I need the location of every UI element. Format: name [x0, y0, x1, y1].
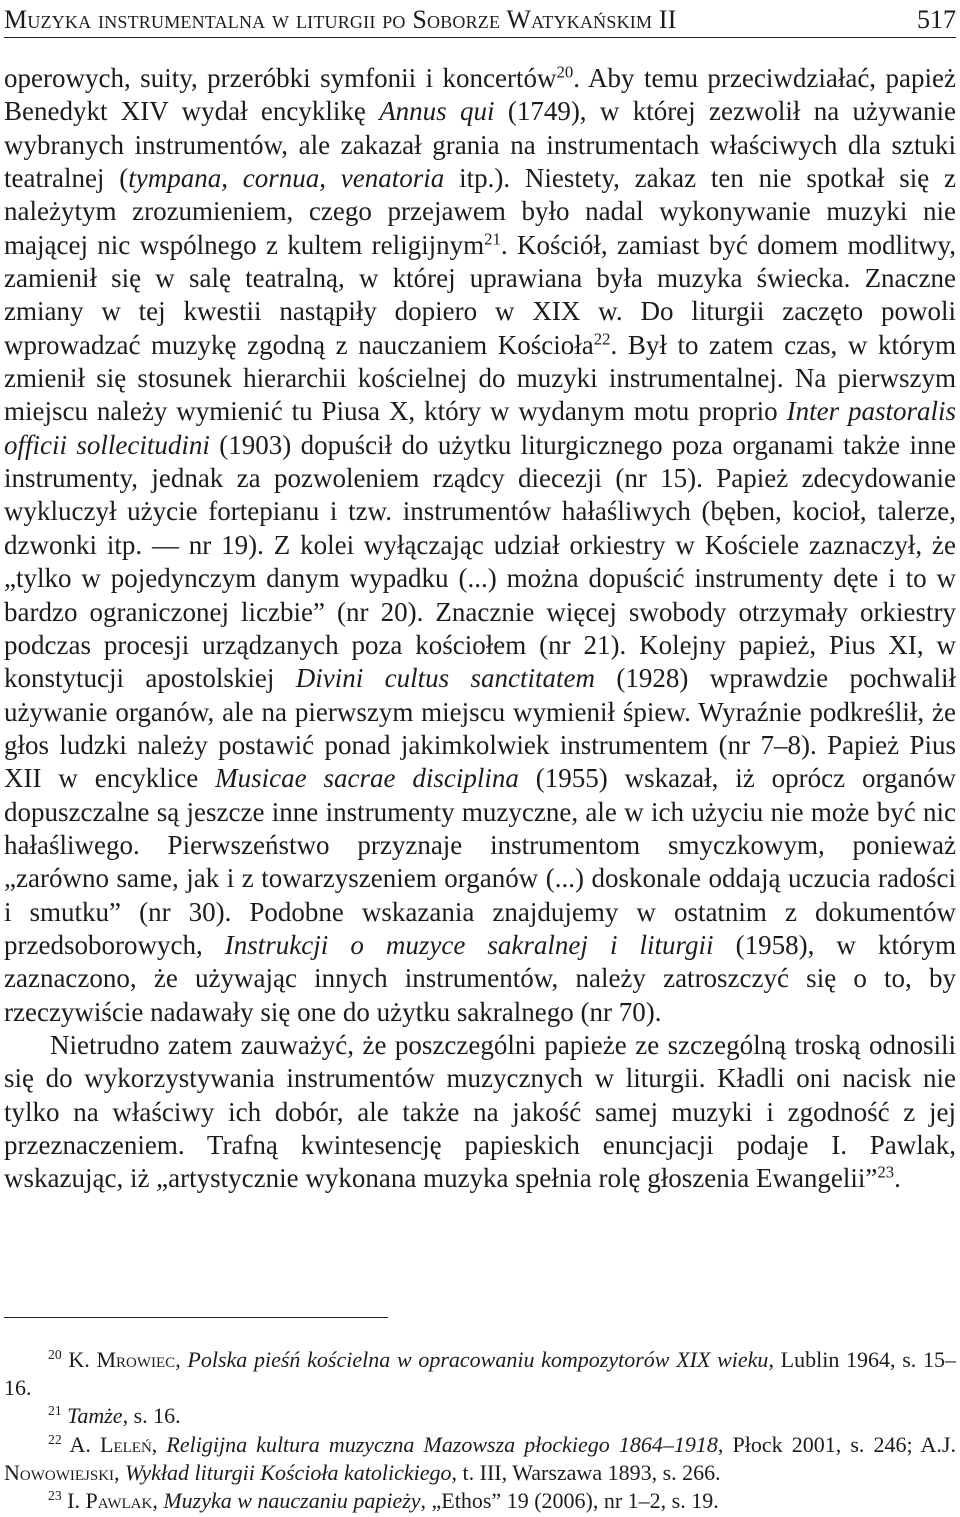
author-surname: Mrowiec — [96, 1347, 176, 1372]
running-header — [4, 4, 956, 38]
book-title: Wykład liturgii Kościoła katolickiego — [125, 1459, 452, 1485]
footnotes — [4, 1346, 956, 1515]
text-run: , Lublin 1964, s. 15–16. — [4, 1347, 957, 1401]
text-run: . — [894, 1163, 901, 1194]
text-run: (1958), w którym zaznaczono, że używając innych instrumentów, należy zatroszczyć się o to, by rzeczywiście nadawały się one do użytku sakralnego (nr 70). — [4, 929, 956, 1027]
footnote-number: 23 — [48, 1488, 62, 1504]
footnote-ref-22: 22 — [593, 329, 611, 349]
author-initial: K. — [68, 1347, 97, 1372]
text-run: operowych, suity, przeróbki symfonii i koncertów — [4, 63, 557, 93]
author-initial: A. — [69, 1431, 101, 1457]
text-run: , — [151, 1431, 167, 1457]
main-text — [4, 62, 956, 1196]
text-run: , — [175, 1347, 188, 1372]
footnote-ref-21: 21 — [484, 229, 501, 249]
text-run: , s. 16. — [122, 1403, 181, 1429]
footnote-20 — [4, 1346, 956, 1402]
footnote-number: 21 — [48, 1403, 62, 1419]
footnote-23 — [4, 1487, 956, 1515]
document-title: Musicae sacrae disciplina — [215, 763, 519, 794]
text-run: itp.). Niestety, zakaz ten nie spotkał się z należytym zrozumieniem, czego przejawem było nadal wykonywanie muzyki nie mającej nic wspólnego z kultem religijnym — [4, 163, 956, 260]
text-run: (1928) wprawdzie pochwalił używanie organów, ale na pierwszym miejscu wymienił śpiew. Wyraźnie podkreślił, że głos ludzki należy postawić ponad jakimkolwiek instrumentem (nr 7–8). Papież Pius XII w encyklice — [4, 663, 956, 794]
text-run: , — [114, 1459, 126, 1485]
text-run: (1955) wskazał, iż oprócz organów dopuszczalne są jeszcze inne instrumenty muzyczne, ale w ich użyciu nie może być nic hałaśliwego. Pierwszeństwo przyznaje instrumentom smyczkowym, ponieważ „zarówno same, jak i z towarzyszeniem organów (...) doskonale oddają uczucia radości i smutku” (nr 30). Podobne wskazania znajdujemy w ostatnim z dokumentów przedsoborowych, — [4, 763, 956, 960]
text-run: (1903) dopuścił do użytku liturgicznego poza organami także inne instrumenty, jednak za pozwoleniem rządcy diecezji (nr 15). Papież zdecydowanie wykluczył użycie fortepianu i tzw. instrumentów hałaśliwych (bęben, kocioł, talerze, dzwonki itp. — nr 19). Z kolei wyłączając udział orkiestry w Kościele zaznaczył, że „tylko w pojedynczym danym wypadku (...) można dopuścić instrumenty dęte i to w bardzo ograniczonej liczbie” (nr 20). Znacznie więcej swobody otrzymały orkiestry podczas procesji urządzanych poza kościołem (nr 21). Kolejny papież, Pius XI, w konstytucji apostolskiej — [4, 429, 956, 694]
document-title: Annus qui — [379, 96, 495, 127]
author-surname: Pawlak — [85, 1488, 153, 1514]
footnote-21 — [4, 1402, 956, 1430]
text-run: , „Ethos” 19 (2006), nr 1–2, s. 19. — [420, 1488, 719, 1514]
ibid: Tamże — [67, 1403, 123, 1429]
text-run: . Aby temu przeciwdziałać, papież Benedykt XIV wydał encyklikę — [4, 63, 956, 127]
paragraph-1 — [4, 62, 956, 1029]
book-title: Muzyka w nauczaniu papieży — [163, 1488, 421, 1514]
footnote-ref-23: 23 — [877, 1162, 895, 1182]
text-run: (1749), w której zezwolił na używanie wybranych instrumentów, ale zakazał grania na instrumentach właściwych dla sztuki teatralnej ( — [4, 96, 956, 194]
page-number: 517 — [917, 5, 956, 34]
text-run: Nietrudno zatem zauważyć, że poszczególni papieże ze szczególną troską odnosili się do wykorzystywania instrumentów muzycznych w liturgii. Kładli oni nacisk nie tylko na właściwy ich dobór, ale także na jakość samej muzyki i zgodność z jej przeznaczeniem. Trafną kwintesencję papieskich enuncjacji podaje I. Pawlak, wskazując, iż „artystycznie wykonana muzyka spełnia rolę głoszenia Ewangelii” — [4, 1029, 956, 1194]
footnote-number: 22 — [48, 1431, 62, 1447]
latin-terms: tympana, cornua, venatoria — [128, 163, 445, 194]
text-run: . Kościół, zamiast być domem modlitwy, zamienił się w salę teatralną, w której uprawiana była muzyka świecka. Znaczne zmiany w tej kwestii nastąpiły dopiero w XIX w. Do liturgii zaczęto powoli wprowadzać muzykę zgodną z nauczaniem Kościoła — [4, 229, 956, 360]
footnote-22 — [4, 1431, 956, 1487]
author-initial: I. — [67, 1488, 86, 1514]
author-surname: Nowowiejski — [4, 1459, 115, 1485]
paragraph-2 — [4, 1029, 956, 1196]
text-run: , Płock 2001, s. 246; A.J. — [717, 1431, 956, 1457]
author-surname: Leleń — [100, 1431, 152, 1457]
footnote-separator — [4, 1317, 388, 1318]
document-title: Inter pastoralis officii sollecitudini — [4, 396, 957, 460]
text-run: , t. III, Warszawa 1893, s. 266. — [451, 1459, 721, 1485]
book-title: Polska pieśń kościelna w opracowaniu kompozytorów XIX wieku — [187, 1347, 769, 1372]
book-title: Religijna kultura muzyczna Mazowsza płockiego 1864–1918 — [166, 1431, 718, 1457]
document-title: Divini cultus sanctitatem — [295, 663, 595, 694]
footnote-ref-20: 20 — [556, 62, 574, 82]
document-title: Instrukcji o muzyce sakralnej i liturgii — [224, 929, 714, 960]
footnote-number: 20 — [48, 1347, 62, 1363]
running-title: Muzyka instrumentalna w liturgii po Soborze Watykańskim II — [4, 5, 677, 34]
text-run: . Był to zatem czas, w którym zmienił się stosunek hierarchii kościelnej do muzyki instrumentalnej. Na pierwszym miejscu należy wymienić tu Piusa X, który w wydanym motu proprio — [4, 329, 956, 427]
text-run: , — [152, 1488, 164, 1514]
